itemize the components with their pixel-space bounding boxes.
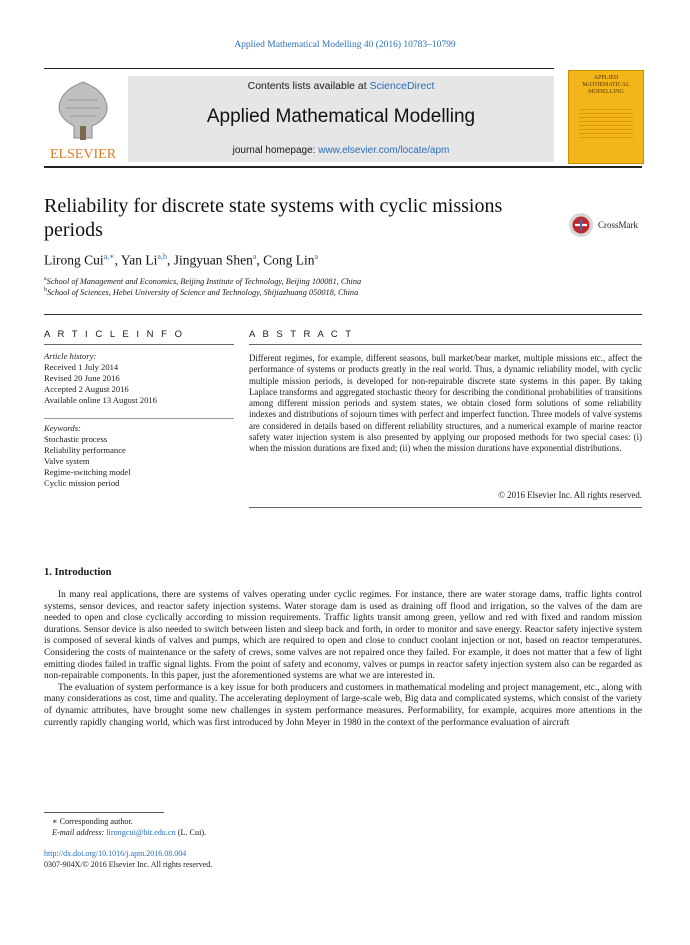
abstract-copyright: © 2016 Elsevier Inc. All rights reserved. bbox=[498, 490, 642, 500]
history-label: Article history: bbox=[44, 351, 97, 361]
crossmark-label: CrossMark bbox=[598, 220, 638, 230]
keyword-item: Valve system bbox=[44, 456, 90, 466]
article-info-heading: A R T I C L E I N F O bbox=[44, 329, 185, 340]
keywords bbox=[44, 423, 234, 489]
abstract-bottom-rule bbox=[249, 507, 642, 508]
header-bottom-rule bbox=[44, 166, 642, 168]
history-item: Available online 13 August 2016 bbox=[44, 395, 157, 405]
keyword-item: Cyclic mission period bbox=[44, 478, 120, 488]
affiliation bbox=[44, 276, 361, 286]
abstract-rule bbox=[249, 344, 642, 345]
author-sup[interactable]: a,b bbox=[157, 252, 167, 261]
author-list: Lirong Cui$^{a,∗}$, Yan Li$^{a,b}$, Jingyuan Shen$^a$, Cong Lin$^a$ bbox=[44, 252, 319, 268]
affiliation-sup: a bbox=[44, 276, 47, 282]
author-name[interactable]: Yan Li bbox=[120, 252, 158, 268]
rights-line: 0307-904X/© 2016 Elsevier Inc. All rights reserved. bbox=[44, 859, 213, 869]
introduction-body bbox=[44, 590, 642, 729]
history-item: Revised 20 June 2016 bbox=[44, 373, 120, 383]
contents-prefix: Contents lists available at bbox=[247, 80, 370, 92]
affiliation bbox=[44, 287, 358, 297]
section-divider bbox=[44, 314, 642, 315]
history-item: Received 1 July 2014 bbox=[44, 362, 119, 372]
footnote-marker: ∗ bbox=[52, 817, 58, 826]
section-heading: 1. Introduction bbox=[44, 567, 112, 578]
homepage-line bbox=[128, 145, 554, 156]
doi-link[interactable]: http://dx.doi.org/10.1016/j.apm.2016.08.004 bbox=[44, 849, 187, 858]
author-name[interactable]: Jingyuan Shen bbox=[173, 252, 253, 268]
article-title-line2: periods bbox=[44, 219, 103, 241]
abstract-text: Different regimes, for example, different seasons, bull market/bear market, multiple missions etc., affect the performance of systems or products greatly in the real world. Thus, a dynamic reliability model, with cyclic multiple mission periods, is developed for non-repairable discrete state systems in this paper. By taking Laplace transforms and aggregated stochastic theory for describing the conditional probabilities of transitions among different mission periods and system states, we obtain closed form solutions of some reliability indexes and distributions of sojourn times with perfect and imperfect function. Three models of valve systems are considered in details based on different reliability structures, and a numerical example of marine reactor safety water injection system is also presented by applying our proposed methods for two special cases: (i) when the mission durations are fixed and; (ii) when the mission durations have exponential distributions. bbox=[249, 353, 642, 454]
homepage-prefix: journal homepage: bbox=[232, 145, 319, 156]
email-suffix: (L. Cui). bbox=[175, 828, 207, 837]
article-info-rule bbox=[44, 344, 234, 345]
journal-reference[interactable]: Applied Mathematical Modelling 40 (2016) 10783–10799 bbox=[234, 40, 456, 50]
abstract-heading: A B S T R A C T bbox=[249, 329, 354, 340]
author-name[interactable]: Lirong Cui bbox=[44, 252, 104, 268]
email-link[interactable]: lirongcui@bit.edu.cn bbox=[106, 828, 176, 837]
paragraph: In many real applications, there are systems of valves operating under cyclic regimes. For instance, there are water storage dams, traffic lights control systems, sensor devices, and reactor safety injection systems. Water storage dam is used as draining off flood and irrigation, so the valves of the dam are needed to open and close cyclically according to mission requirements. Traffic lights transit among green, yellow and red with fixed and random mission durations. Sensor device is also needed to switch between listen and sleep back and forth, in order to monitor and save energy. Reactor safety injective system is composed of several kinds of valves and pumps, which are required to open and close to conduct coolant injection or not, based on reactor temperatures. Considering the costs of maintenance or the safety of crews, some valves are not repaired once they failed. For example, it does not matter that a few of light emitting diodes failed in traffic signal lights. From the point of safety and economy, valves or pumps in reactor safety injection system also can be regarded as non-repairable components. In this paper, just the aforementioned systems are what we are interested in. bbox=[44, 590, 642, 682]
keyword-item: Stochastic process bbox=[44, 434, 108, 444]
svg-text:ELSEVIER: ELSEVIER bbox=[49, 147, 117, 162]
affiliation-sup: b bbox=[44, 287, 47, 293]
doi-block bbox=[44, 849, 212, 870]
crossmark-icon bbox=[568, 212, 594, 238]
journal-cover-thumbnail[interactable] bbox=[568, 70, 644, 164]
sciencedirect-link[interactable]: ScienceDirect bbox=[369, 80, 435, 92]
keyword-item: Regime-switching model bbox=[44, 467, 131, 477]
elsevier-logo bbox=[44, 72, 122, 164]
journal-title: Applied Mathematical Modelling bbox=[206, 106, 476, 127]
affiliation-text: School of Sciences, Hebei University of Science and Technology, Shijiazhuang 050018, China bbox=[47, 287, 359, 297]
keyword-item: Reliability performance bbox=[44, 445, 126, 455]
cover-lines bbox=[579, 106, 633, 140]
homepage-link[interactable]: www.elsevier.com/locate/apm bbox=[318, 145, 450, 156]
cover-title: APPLIED MATHEMATICAL MODELLING bbox=[582, 75, 630, 95]
history-item: Accepted 2 August 2016 bbox=[44, 384, 129, 394]
footnote-rule bbox=[44, 812, 164, 813]
article-title-line1: Reliability for discrete state systems with cyclic missions bbox=[44, 195, 503, 217]
header-top-rule bbox=[44, 68, 554, 69]
author-sup[interactable]: a,∗ bbox=[103, 252, 115, 261]
paragraph: The evaluation of system performance is a key issue for both producers and customers in mathematical modeling and project management, etc., along with many considerations as cost, time and quality. The accelerating deployment of large-scale web, Big data and complicated systems, which consist of the variety of dynamic attributes, have brought some new challenges in system performance measures. Performability, for example, acquires more attentions in the currently rapidly changing world, which was first introduced by John Meyer in 1980 in the context of the performance evaluation of aircraft bbox=[44, 682, 642, 728]
affiliation-text: School of Management and Economics, Beijing Institute of Technology, Beijing 100081, China bbox=[46, 276, 362, 286]
keywords-label: Keywords: bbox=[44, 423, 81, 433]
footnote bbox=[52, 816, 206, 838]
author-sup[interactable]: a bbox=[314, 252, 319, 261]
author-sup[interactable]: a bbox=[252, 252, 257, 261]
footnote-corresponding: Corresponding author. bbox=[59, 817, 133, 826]
article-info-rule bbox=[44, 418, 234, 419]
article-history bbox=[44, 351, 234, 406]
crossmark-badge[interactable] bbox=[568, 212, 646, 238]
author-name[interactable]: Cong Lin bbox=[263, 252, 315, 268]
email-label: E-mail address: bbox=[52, 828, 107, 837]
contents-line bbox=[128, 80, 554, 92]
article-title bbox=[44, 194, 544, 242]
